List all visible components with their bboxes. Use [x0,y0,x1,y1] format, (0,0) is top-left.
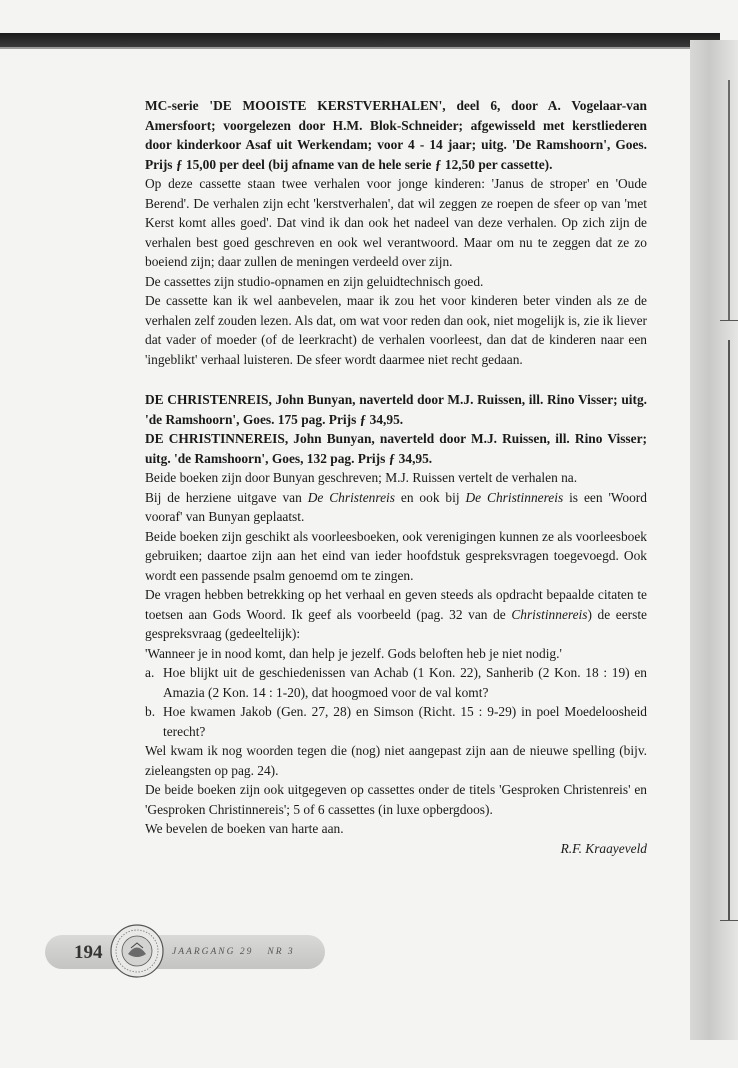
top-rule [0,33,720,47]
review-paragraph: We bevelen de boeken van harte aan. [145,821,344,836]
review-heading: MC-serie 'DE MOOISTE KERSTVERHALEN', deel 6, door A. Vogelaar-van Amersfoort; voorgelezen door H.M. Blok-Schneider; afgewisseld met kerstliederen door kinderkoor Asaf uit Werkendam; voor 4 - 14 jaar; uitg. 'De Ramshoorn', Goes. Prijs ƒ 15,00 per deel (bij afname van de hele serie ƒ 12,50 per cassette). [145,98,647,172]
review-paragraph: De beide boeken zijn ook uitgegeven op cassettes onder de titels 'Gesproken Christenreis' en 'Gesproken Christinnereis'; 5 of 6 cassettes (in luxe opbergdoos). [145,782,647,817]
review-paragraph: Op deze cassette staan twee verhalen voor jonge kinderen: 'Janus de stroper' en 'Oude Berend'. De verhalen zijn echt 'kerstverhalen', dat wil zeggen ze roepen de sfeer op van 'met Kerst komt alles goed'. Dat vind ik dan ook het nadeel van deze verhalen. Op zich zijn de verhalen best goed geschreven en ook wel verantwoord. Maar om nu te zeggen dat ze zo boeiend zijn; daar zullen de meningen verdeeld over zijn. [145,176,647,269]
text-run: Bij de herziene uitgave van [145,489,308,505]
list-marker: b. [145,704,156,719]
review-christenreis [145,390,647,858]
section-gap [145,369,647,390]
book-title: Christinnereis [511,606,588,622]
review-heading: DE CHRISTINNEREIS, John Bunyan, naverteld door M.J. Ruissen, ill. Rino Visser; uitg. 'de Ramshoorn', Goes, 132 pag. Prijs ƒ 34,95. [145,431,647,466]
review-heading: DE CHRISTENREIS, John Bunyan, naverteld door M.J. Ruissen, ill. Rino Visser; uitg. 'de Ramshoorn', Goes. 175 pag. Prijs ƒ 34,95. [145,392,647,427]
quote: 'Wanneer je in nood komt, dan help je jezelf. Gods beloften heb je niet nodig.' [145,645,562,661]
question-list [145,663,647,741]
book-title: De Christenreis [307,489,395,505]
journal-info [172,947,309,957]
issue-label: NR 3 [267,947,295,957]
page-number: 194 [74,942,103,963]
list-marker: a. [145,665,155,680]
review-paragraph: Beide boeken zijn geschikt als voorleesboeken, ook verenigingen kunnen ze als voorleesboek gebruiken; daartoe zijn aan het eind van ieder hoofdstuk gespreksvragen toegevoegd. Ook wordt een passende psalm genoemd om te zingen. [145,528,647,583]
facing-page-rule-upper [728,80,730,320]
signature: R.F. Kraayeveld [560,840,647,856]
list-item [145,702,647,741]
volume-label: JAARGANG 29 [172,947,254,957]
review-paragraph: Beide boeken zijn door Bunyan geschreven; M.J. Ruissen vertelt de verhalen na. [145,470,578,485]
list-item-text: Hoe blijkt uit de geschiedenissen van Achab (1 Kon. 22), Sanherib (2 Kon. 18 : 19) en Amazia (2 Kon. 14 : 1-20), dat hoogmoed voor de val komt? [163,665,647,700]
review-paragraph [145,488,647,527]
text-run: ) de eerste gespreksvraag (gedeeltelijk): [145,606,648,641]
journal-seal-icon [110,924,164,978]
review-paragraph: De cassette kan ik wel aanbevelen, maar ik zou het voor kinderen beter vinden als ze de verhalen zelf zouden lezen. Als dat, om wat voor reden dan ook, niet mogelijk is, zie ik liever dat vader of moeder (of de leerkracht) de verhalen voorleest, dan dat de kinderen naar een 'ingeblikt' verhaal luisteren. De sfeer wordt daarmee niet recht gedaan. [145,293,647,367]
review-paragraph: Wel kwam ik nog woorden tegen die (nog) niet aangepast zijn aan de nieuwe spelling (bijv. zieleangsten op pag. 24). [145,743,647,778]
review-paragraph [145,585,647,644]
review-paragraph: De cassettes zijn studio-opnamen en zijn geluidtechnisch goed. [145,273,484,289]
facing-page-edge [690,40,738,1040]
text-run: is een 'Woord vooraf' van Bunyan geplaatst. [145,489,647,524]
facing-page-tick [720,320,738,321]
page-body [145,96,647,858]
top-rule-shadow [0,47,720,49]
review-kerstverhalen [145,96,647,369]
book-title: De Christinnereis [465,489,564,505]
text-run: De vragen hebben betrekking op het verhaal en geven steeds als opdracht bepaalde citaten te toetsen aan Gods Woord. Ik geef als voorbeeld (pag. 32 van de [145,587,647,622]
facing-page-tick [720,920,738,921]
list-item-text: Hoe kwamen Jakob (Gen. 27, 28) en Simson (Richt. 15 : 9-29) in poel Moedeloosheid terecht? [163,704,647,739]
list-item [145,663,647,702]
facing-page-rule-lower [728,340,730,920]
text-run: en ook bij [394,489,466,505]
